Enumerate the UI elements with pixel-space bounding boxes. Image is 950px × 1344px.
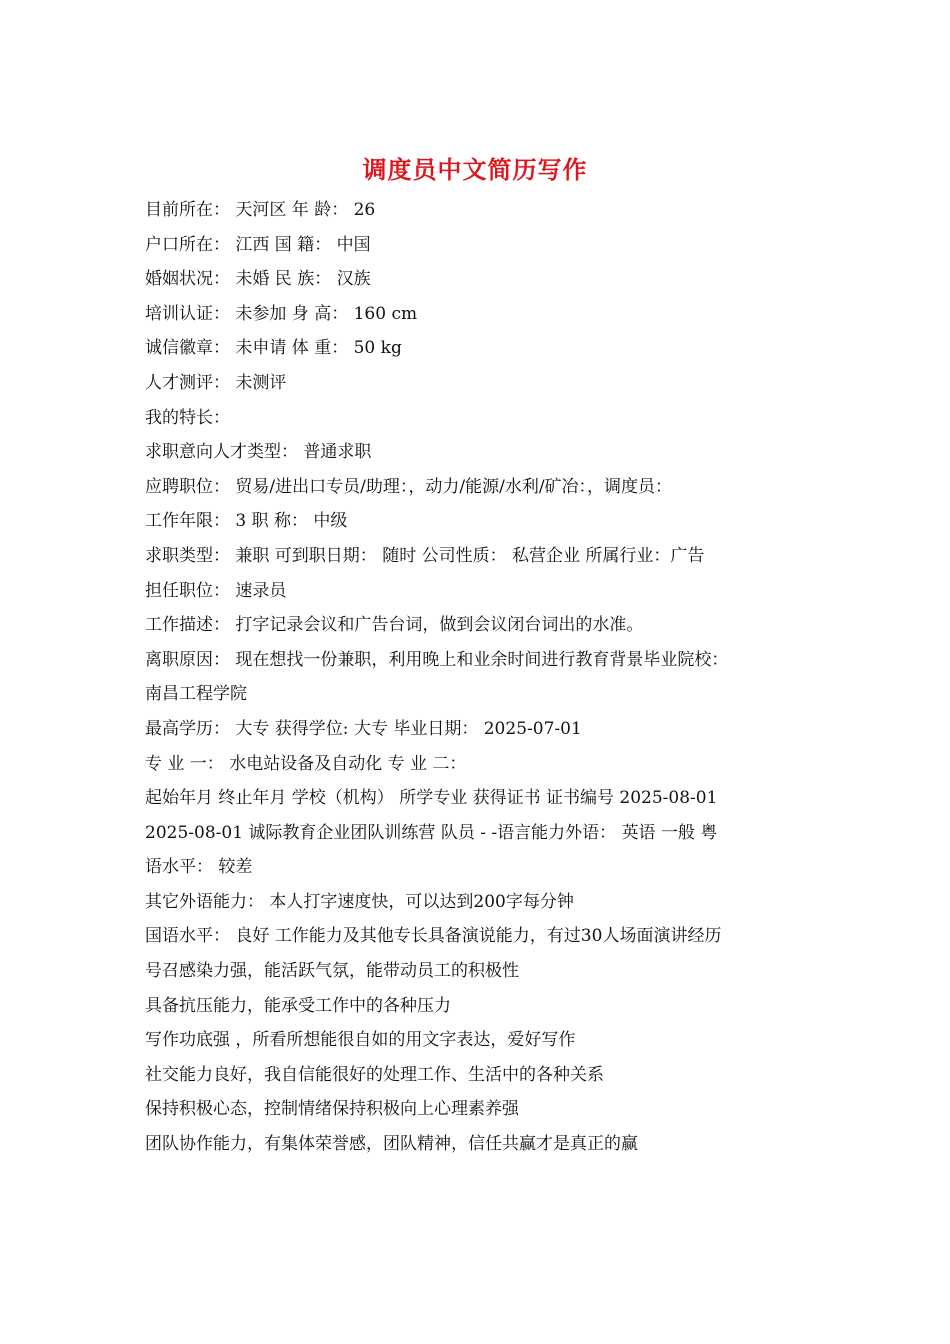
resume-line: 工作描述： 打字记录会议和广告台词，做到会议闭台词出的水准。 [145, 615, 644, 636]
resume-line: 写作功底强 ，所看所想能很自如的用文字表达，爱好写作 [145, 1030, 576, 1051]
resume-line: 号召感染力强，能活跃气氛，能带动员工的积极性 [145, 961, 519, 982]
resume-line: 其它外语能力： 本人打字速度快，可以达到200字每分钟 [145, 891, 574, 912]
resume-line: 离职原因： 现在想找一份兼职，利用晚上和业余时间进行教育背景毕业院校： [145, 649, 729, 670]
resume-line: 工作年限： 3 职 称： 中级 [145, 511, 348, 532]
resume-line: 求职意向人才类型： 普通求职 [145, 442, 372, 463]
resume-line: 诚信徽章： 未申请 体 重： 50 kg [145, 338, 402, 359]
resume-line: 婚姻状况： 未婚 民 族： 汉族 [145, 269, 371, 290]
resume-line: 人才测评： 未测评 [145, 372, 287, 393]
resume-line: 应聘职位： 贸易/进出口专员/助理：，动力/能源/水利/矿冶：，调度员： [145, 476, 673, 497]
resume-line: 培训认证： 未参加 身 高： 160 cm [145, 303, 418, 324]
resume-line: 团队协作能力，有集体荣誉感，团队精神，信任共赢才是真正的赢 [145, 1134, 638, 1155]
resume-line: 起始年月 终止年月 学校（机构） 所学专业 获得证书 证书编号 2025-08-01 [145, 788, 718, 809]
resume-line: 担任职位： 速录员 [145, 580, 287, 601]
resume-body [145, 193, 815, 1162]
resume-line: 社交能力良好，我自信能很好的处理工作、生活中的各种关系 [145, 1064, 604, 1085]
document-title: 调度员中文简历写作 [362, 156, 588, 184]
resume-line: 南昌工程学院 [145, 684, 247, 705]
resume-line: 我的特长： [145, 407, 230, 428]
resume-line: 国语水平： 良好 工作能力及其他专长具备演说能力，有过30人场面演讲经历 [145, 926, 722, 947]
resume-line: 语水平： 较差 [145, 857, 253, 878]
resume-line: 户口所在： 江西 国 籍： 中国 [145, 234, 371, 255]
resume-line: 具备抗压能力，能承受工作中的各种压力 [145, 995, 451, 1016]
resume-line: 目前所在： 天河区 年 龄： 26 [145, 200, 376, 220]
resume-line: 保持积极心态，控制情绪保持积极向上心理素养强 [145, 1099, 519, 1120]
resume-line: 2025-08-01 诚际教育企业团队训练营 队员 - -语言能力外语： 英语 一般 粤 [145, 822, 718, 843]
resume-line: 最高学历： 大专 获得学位: 大专 毕业日期： 2025-07-01 [145, 718, 582, 739]
resume-line: 求职类型： 兼职 可到职日期： 随时 公司性质： 私营企业 所属行业：广告 [145, 545, 705, 566]
resume-line: 专 业 一： 水电站设备及自动化 专 业 二： [145, 753, 467, 774]
